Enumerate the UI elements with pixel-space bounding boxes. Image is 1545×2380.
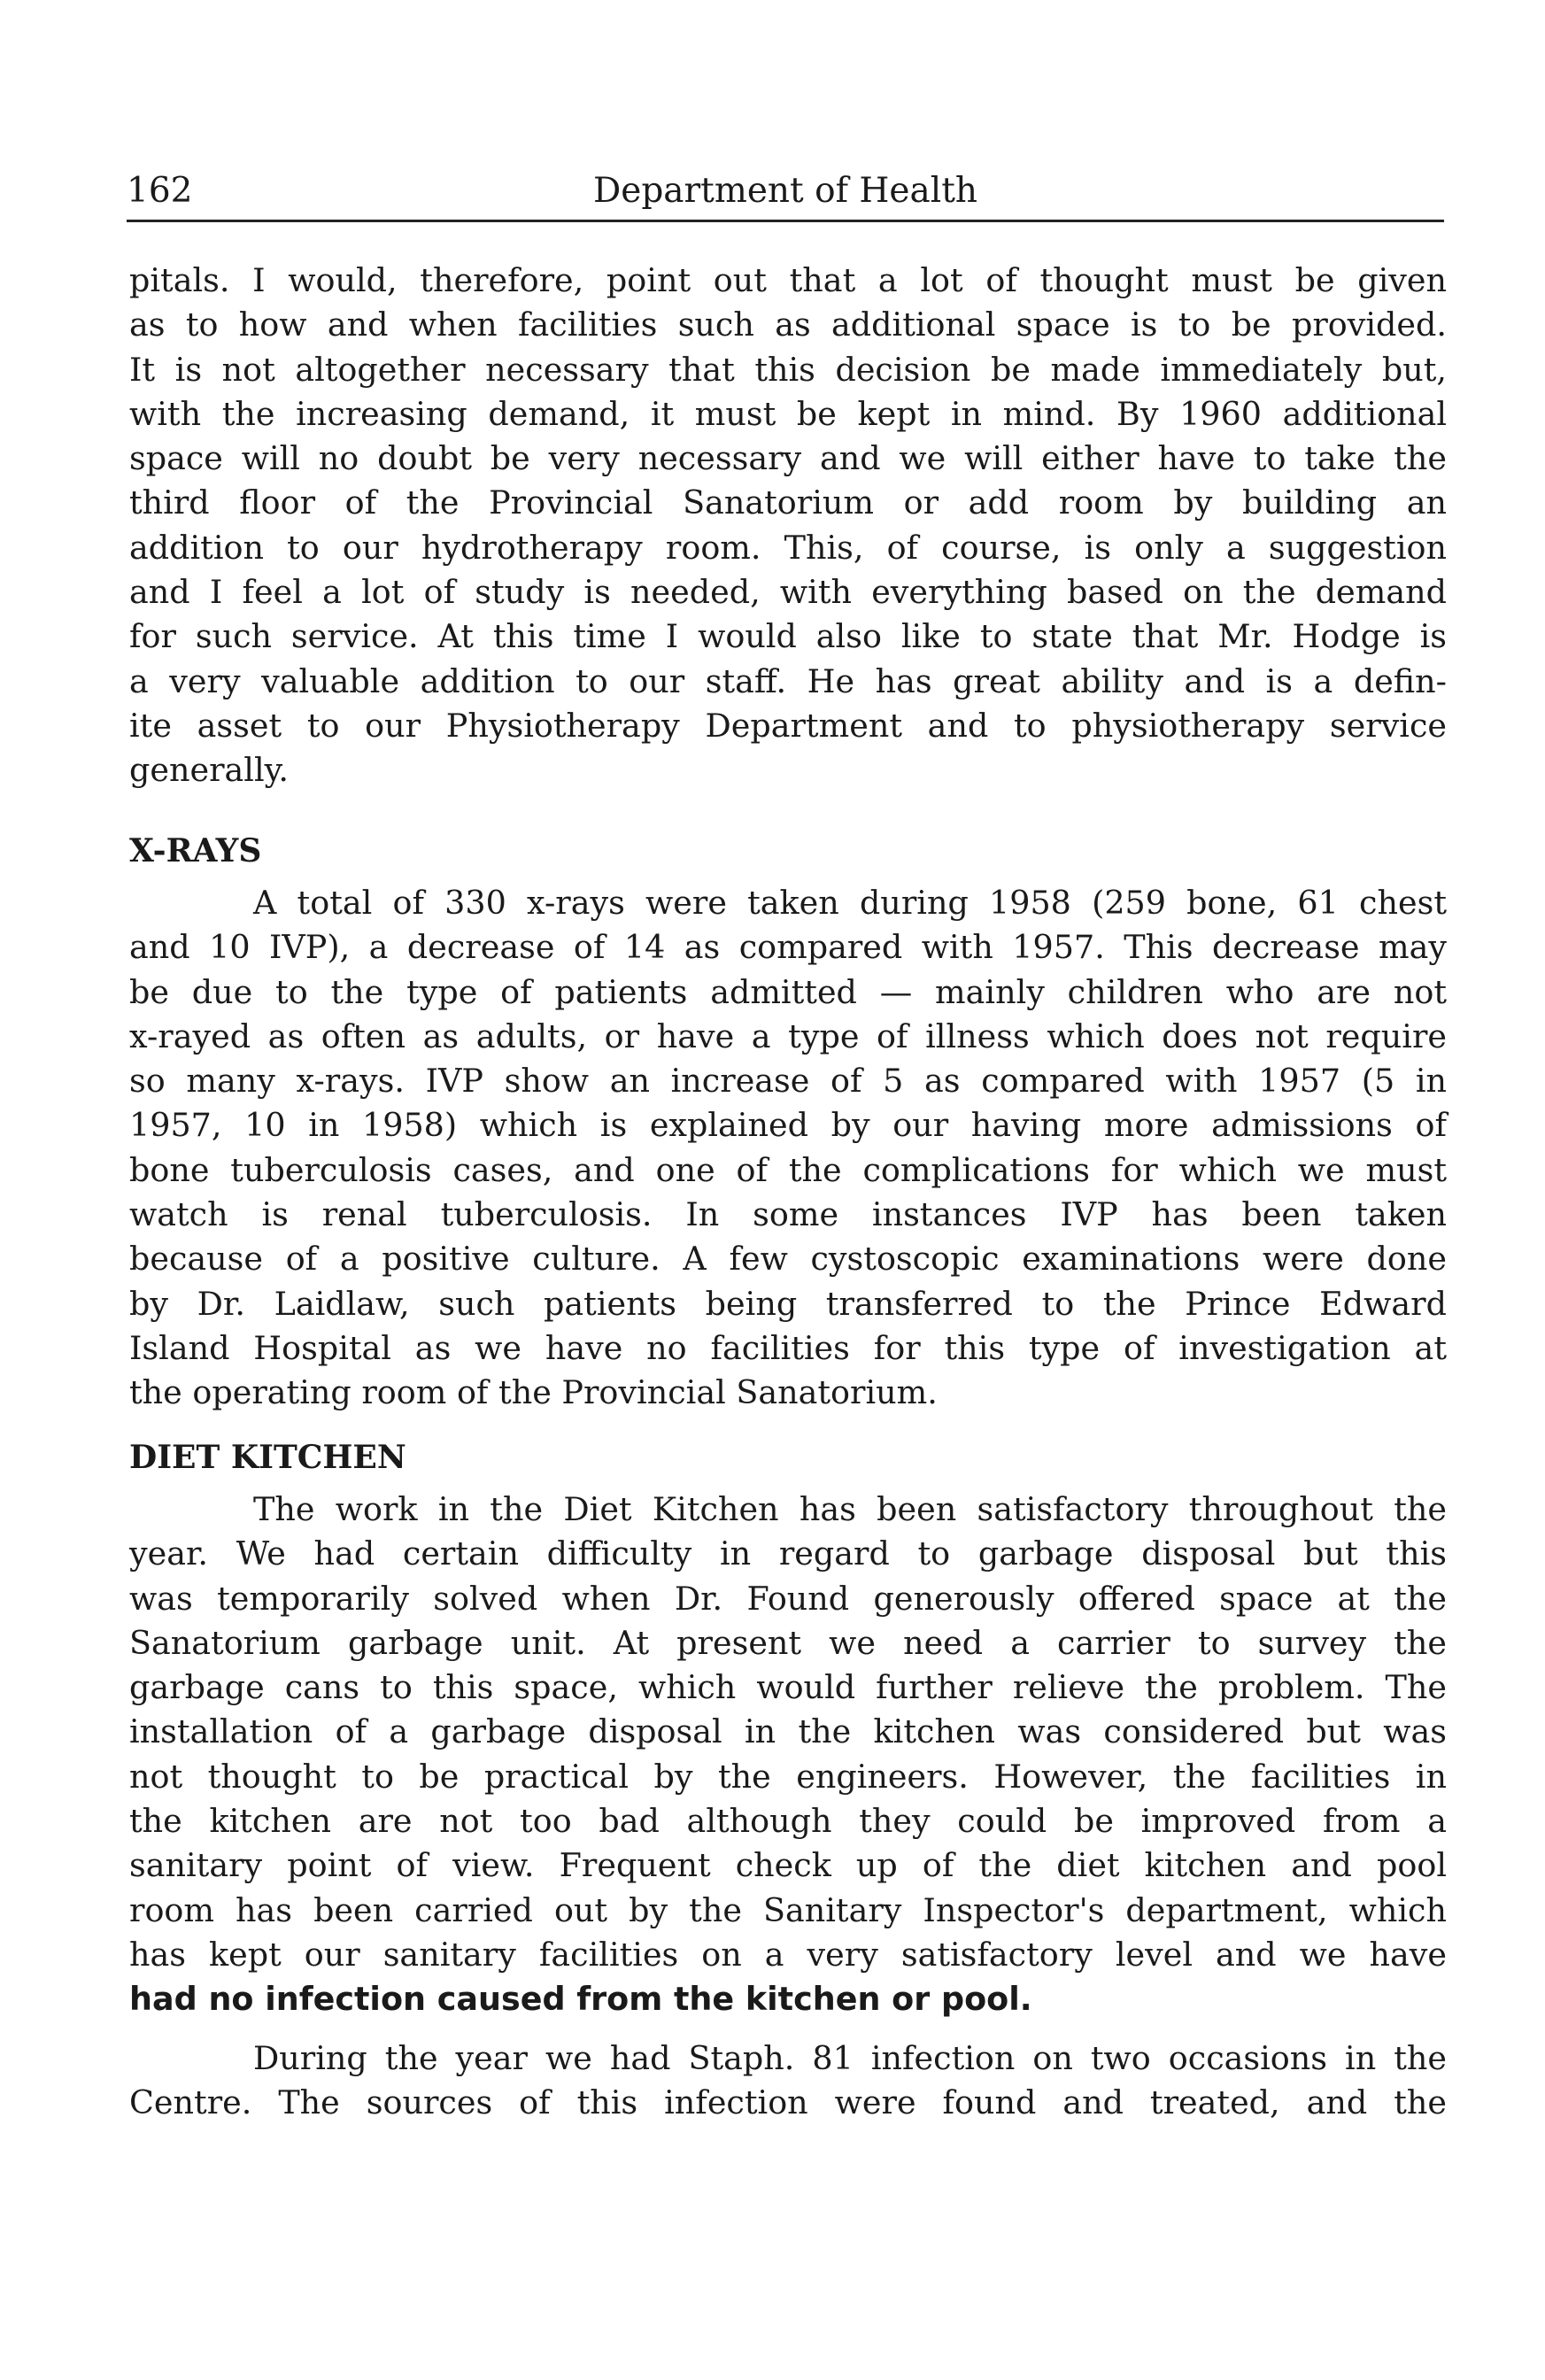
text-line: ite asset to our Physiotherapy Department and to physiotherapy service [129,706,1447,745]
text-line: 1957, 10 in 1958) which is explained by our having more admissions of [129,1106,1447,1145]
text-line: third floor of the Provincial Sanatorium or add room by building an [129,483,1447,522]
text-line: installation of a garbage disposal in the kitchen was considered but was [129,1712,1447,1751]
paragraph-staph-infection [129,2036,1447,2126]
section-heading-xrays: X-RAYS [129,832,262,869]
text-line: garbage cans to this space, which would further relieve the problem. The [129,1668,1447,1707]
text-line: Sanatorium garbage unit. At present we need a carrier to survey the [129,1623,1447,1662]
text-line: The work in the Diet Kitchen has been satisfactory throughout the [253,1490,1447,1528]
text-line: as to how and when facilities such as additional space is to be provided. [129,305,1447,344]
text-line: so many x-rays. IVP show an increase of 5 as compared with 1957 (5 in [129,1062,1447,1101]
text-line: because of a positive culture. A few cystoscopic examinations were done [129,1240,1447,1279]
text-line: During the year we had Staph. 81 infection on two occasions in the [253,2039,1447,2077]
text-line: generally. [129,751,290,790]
text-line: Island Hospital as we have no facilities for this type of investigation at [129,1328,1447,1367]
text-line: was temporarily solved when Dr. Found generously offered space at the [129,1579,1447,1618]
section-heading-diet-kitchen: DIET KITCHEN [129,1439,406,1476]
paragraph-continuation [129,259,1447,793]
page-number: 162 [127,171,193,211]
paragraph-xrays [129,881,1447,1416]
text-line: year. We had certain difficulty in regard to garbage disposal but this [129,1534,1447,1573]
text-line: room has been carried out by the Sanitary Inspector's department, which [129,1890,1447,1929]
text-line: has kept our sanitary facilities on a very satisfactory level and we have [129,1935,1447,1974]
text-line: sanitary point of view. Frequent check up of the diet kitchen and pool [129,1846,1447,1885]
text-line: space will no doubt be very necessary and we will either have to take the [129,439,1447,478]
text-line: the kitchen are not too bad although they could be improved from a [129,1802,1447,1841]
text-line: addition to our hydrotherapy room. This, of course, is only a suggestion [129,528,1447,567]
text-line: be due to the type of patients admitted — mainly children who are not [129,972,1447,1011]
text-line: with the increasing demand, it must be kept in mind. By 1960 additional [129,394,1447,433]
text-line: the operating room of the Provincial Sanatorium. [129,1373,938,1412]
text-line: and I feel a lot of study is needed, with everything based on the demand [129,573,1447,612]
text-line: bone tuberculosis cases, and one of the complications for which we must [129,1150,1447,1189]
text-line: pitals. I would, therefore, point out that a lot of thought must be given [129,261,1447,299]
text-line: A total of 330 x-rays were taken during 1958 (259 bone, 61 chest [253,884,1447,922]
page-header [127,165,1444,222]
text-line: for such service. At this time I would also like to state that Mr. Hodge is [129,617,1447,656]
text-line: watch is renal tuberculosis. In some instances IVP has been taken [129,1195,1447,1234]
paragraph-diet-kitchen [129,1488,1447,2022]
running-head: Department of Health [592,171,978,211]
text-line: by Dr. Laidlaw, such patients being transferred to the Prince Edward [129,1284,1447,1323]
text-line: It is not altogether necessary that this decision be made immediately but, [129,350,1447,389]
text-line: Centre. The sources of this infection were found and treated, and the [129,2083,1447,2122]
text-line: and 10 IVP), a decrease of 14 as compared with 1957. This decrease may [129,928,1447,967]
text-line: not thought to be practical by the engineers. However, the facilities in [129,1757,1447,1796]
text-line: x-rayed as often as adults, or have a type of illness which does not require [129,1016,1447,1055]
text-line: a very valuable addition to our staff. He has great ability and is a defin- [129,661,1447,700]
text-line: had no infection caused from the kitchen or pool. [129,1980,1032,2019]
